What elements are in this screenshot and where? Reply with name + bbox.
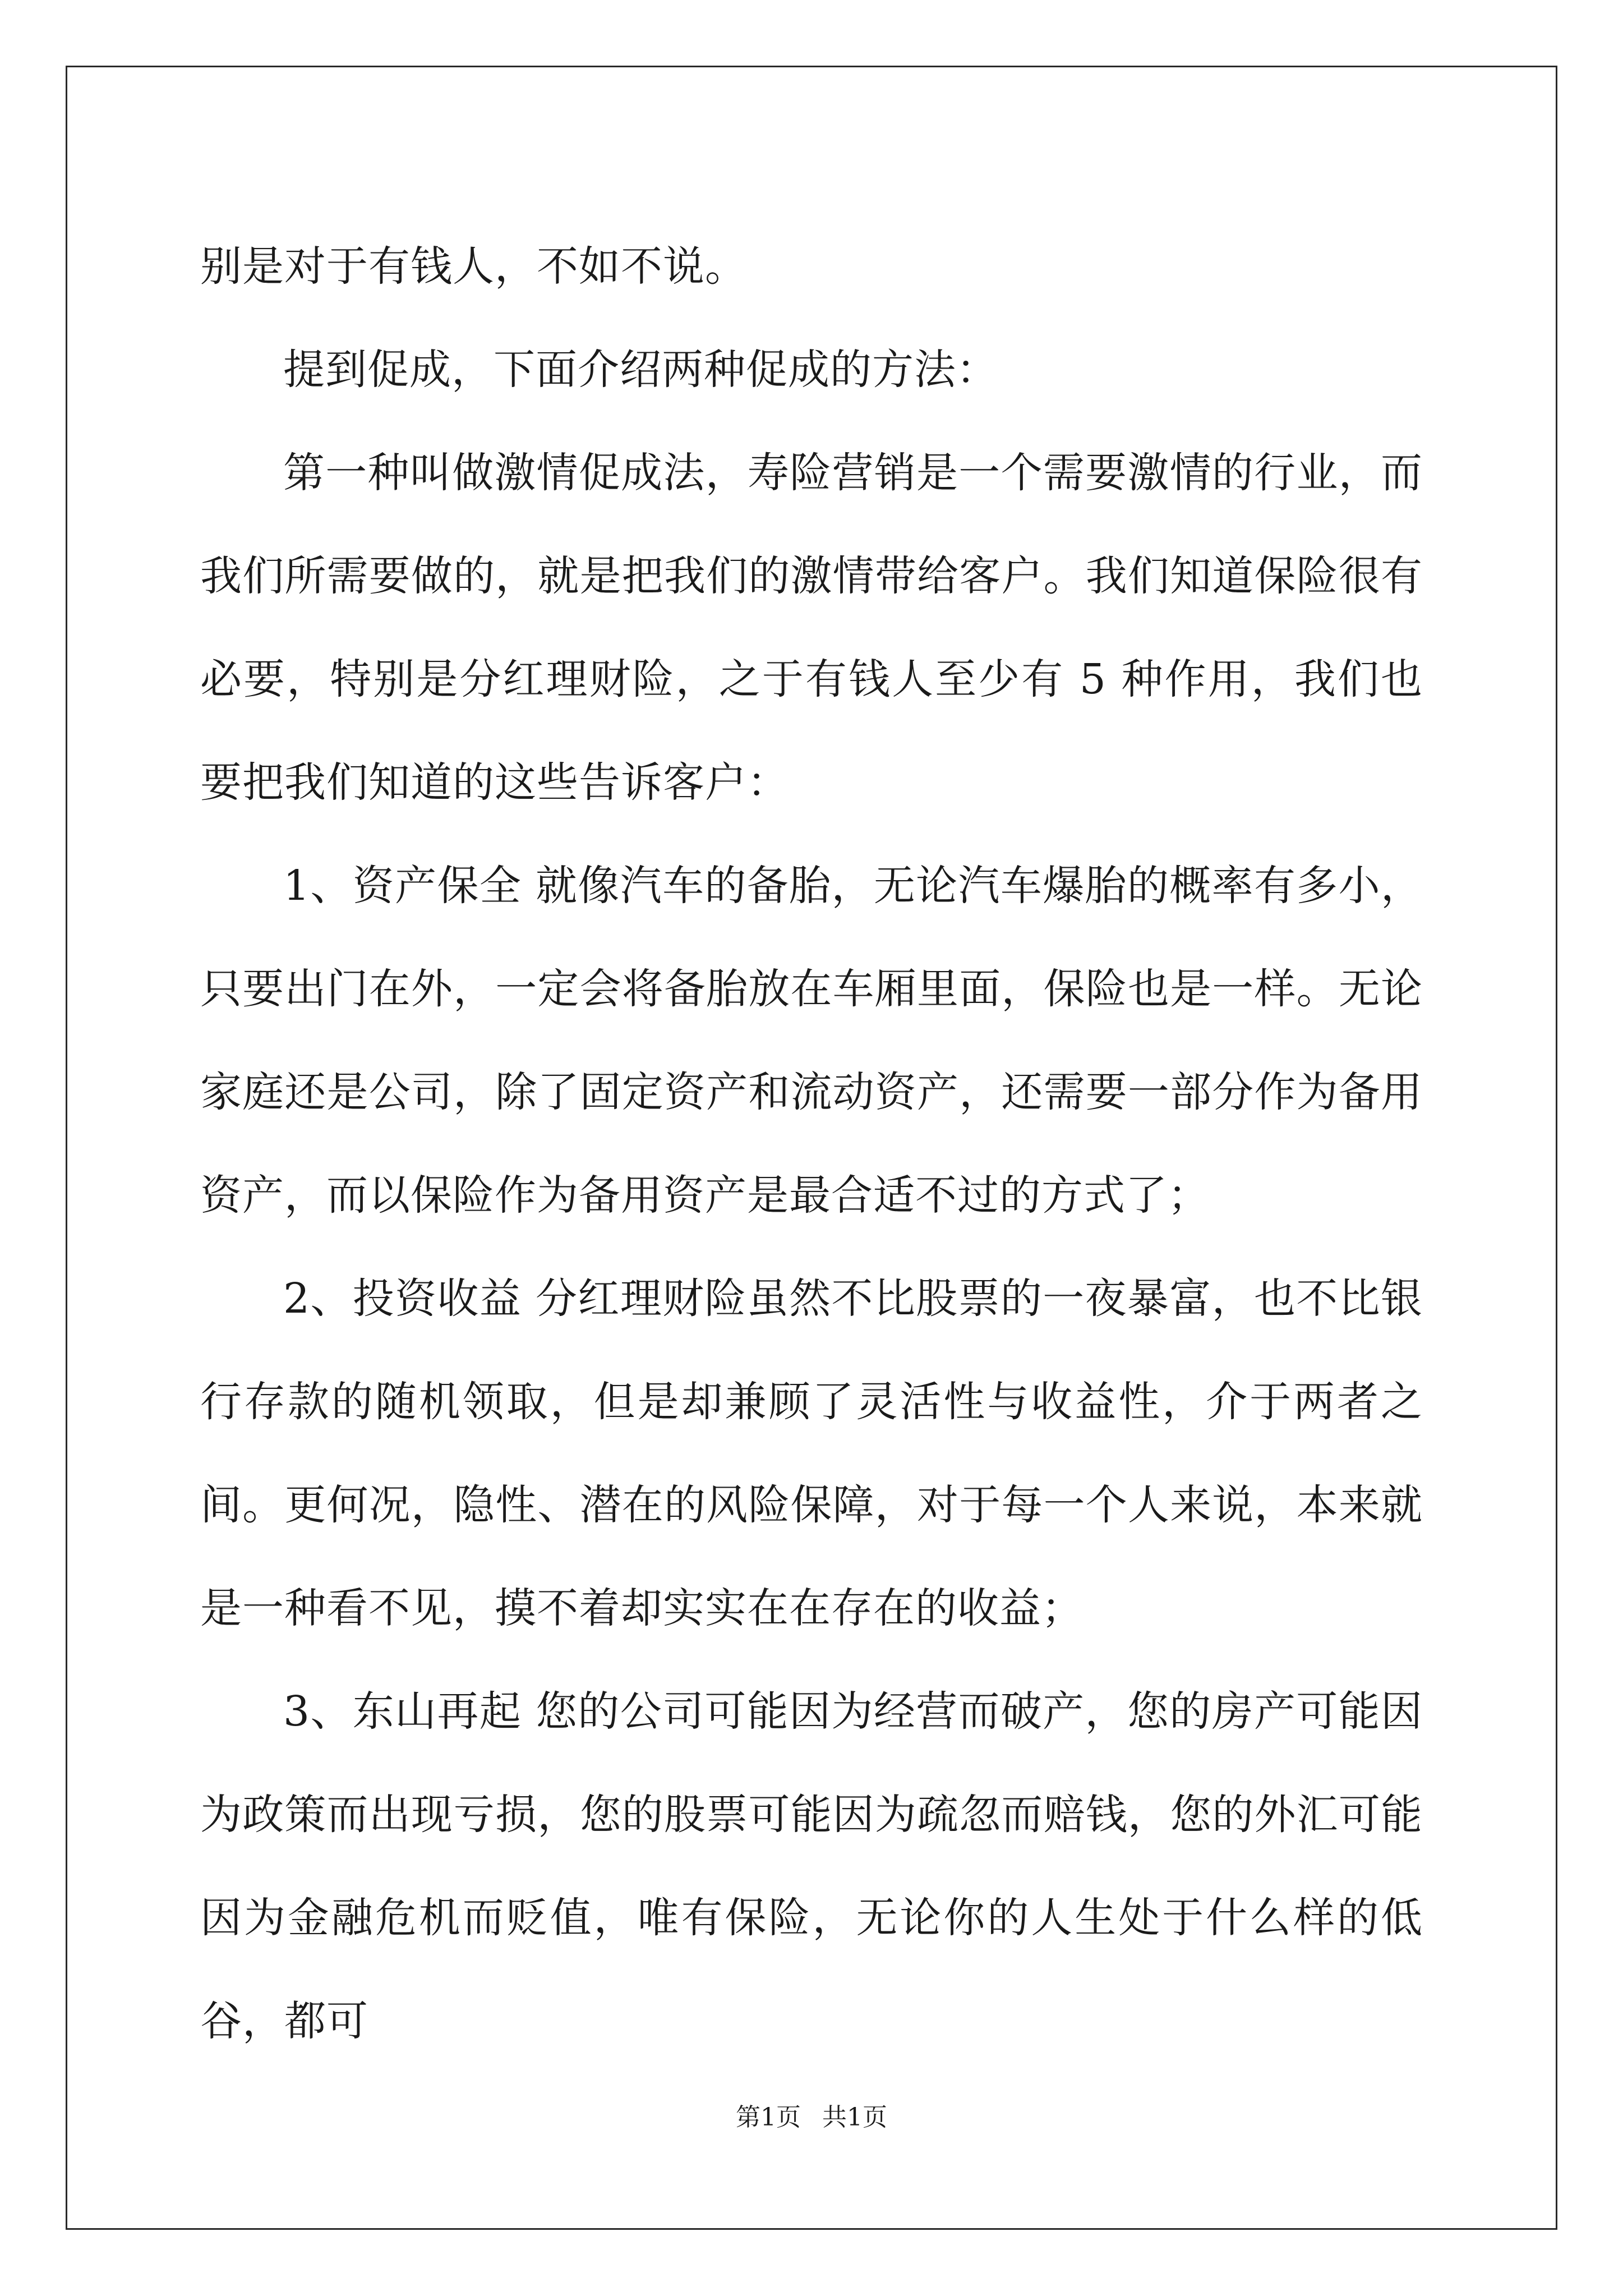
document-body	[200, 215, 1423, 2073]
paragraph: 3、东山再起 您的公司可能因为经营而破产，您的房产可能因为政策而出现亏损，您的股票可能因为疏忽而赔钱，您的外汇可能因为金融危机而贬值，唯有保险，无论你的人生处于什么样的低谷，都可	[200, 1687, 1423, 2045]
paragraph: 第一种叫做激情促成法，寿险营销是一个需要激情的行业，而我们所需要做的，就是把我们的激情带给客户。我们知道保险很有必要，特别是分红理财险，之于有钱人至少有 5 种作用，我们也要把我们知道的这些告诉客户：	[200, 449, 1423, 807]
page-total: 共1页	[822, 2103, 887, 2132]
page-footer	[0, 2101, 1623, 2134]
paragraph: 别是对于有钱人，不如不说。	[200, 242, 747, 291]
paragraph: 1、资产保全 就像汽车的备胎，无论汽车爆胎的概率有多小，只要出门在外，一定会将备胎放在车厢里面，保险也是一样。无论家庭还是公司，除了固定资产和流动资产，还需要一部分作为备用资产，而以保险作为备用资产是最合适不过的方式了；	[200, 862, 1423, 1220]
paragraph: 2、投资收益 分红理财险虽然不比股票的一夜暴富，也不比银行存款的随机领取，但是却兼顾了灵活性与收益性，介于两者之间。更何况，隐性、潜在的风险保障，对于每一个人来说，本来就是一种看不见，摸不着却实实在在存在的收益；	[200, 1274, 1423, 1632]
paragraph: 提到促成，下面介绍两种促成的方法：	[283, 346, 998, 394]
page-number: 第1页	[736, 2103, 801, 2132]
